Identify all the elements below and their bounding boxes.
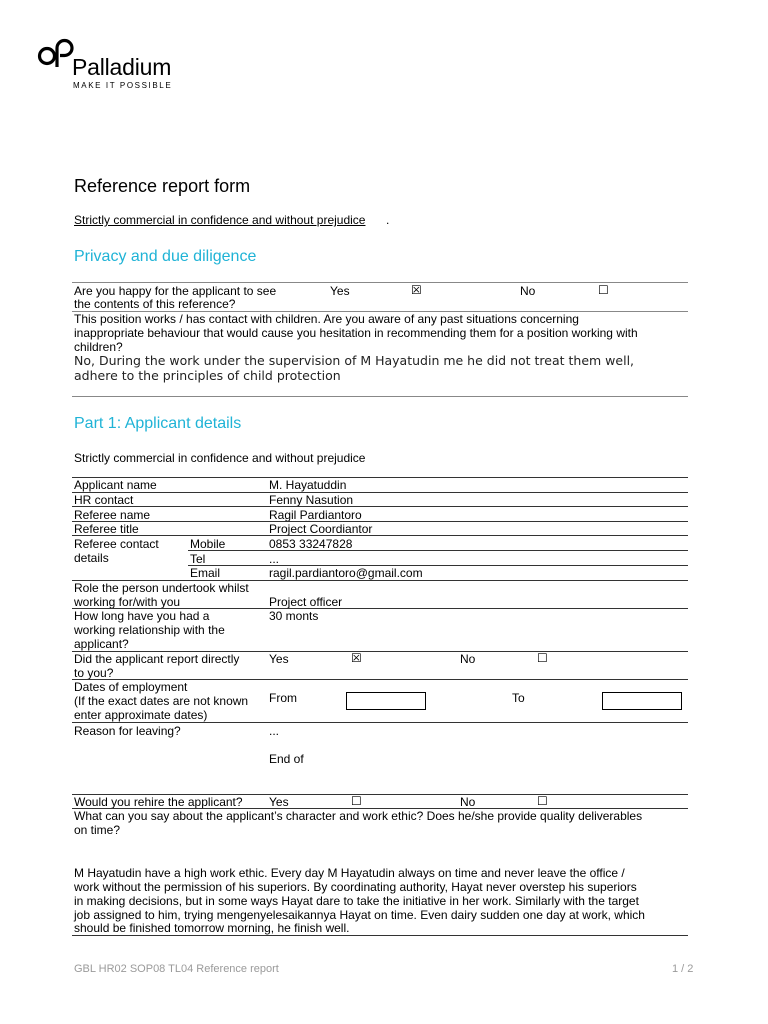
- email-value[interactable]: ragil.pardiantoro@gmail.com: [269, 566, 423, 580]
- period: .: [386, 213, 390, 227]
- footer-page-number: 1 / 2: [672, 963, 694, 975]
- brand-tagline: MAKE IT POSSIBLE: [73, 81, 173, 90]
- applicant-name-value[interactable]: M. Hayatuddin: [269, 478, 347, 492]
- from-label: From: [269, 691, 297, 705]
- referee-contact-label: Referee contact: [74, 537, 159, 551]
- footer-doc-ref: GBL HR02 SOP08 TL04 Reference report: [74, 963, 279, 975]
- privacy-yes-checkbox[interactable]: ☒: [411, 283, 422, 297]
- part1-heading: Part 1: Applicant details: [74, 415, 242, 432]
- privacy-q2-line2: inappropriate behaviour that would cause you hesitation in recommending them for a position working with: [74, 326, 638, 340]
- character-answer-1[interactable]: M Hayatudin have a high work ethic. Every day M Hayatudin always on time and never leave the office /: [74, 866, 625, 880]
- divider: [72, 722, 688, 723]
- divider: [72, 535, 688, 536]
- confidential-note: Strictly commercial in confidence and without prejudice: [74, 213, 366, 227]
- role-value[interactable]: Project officer: [269, 595, 343, 609]
- divider: [72, 935, 688, 936]
- character-answer-5[interactable]: should be finished tomorrow morning, he finish well.: [74, 921, 350, 935]
- privacy-no-checkbox[interactable]: ☐: [598, 283, 609, 297]
- character-question: What can you say about the applicant’s character and work ethic? Does he/she provide quality deliverables: [74, 809, 643, 823]
- howlong-label-2: working relationship with the: [74, 623, 225, 637]
- from-date-input[interactable]: [346, 692, 426, 710]
- privacy-no-label: No: [520, 284, 536, 298]
- divider: [72, 282, 688, 283]
- rehire-no-checkbox[interactable]: ☐: [537, 794, 548, 808]
- role-label-2: working for/with you: [74, 595, 181, 609]
- referee-name-label: Referee name: [74, 508, 151, 522]
- divider: [72, 477, 688, 478]
- privacy-q1-line2: the contents of this reference?: [74, 297, 236, 311]
- howlong-label: How long have you had a: [74, 609, 210, 623]
- palladium-logo-icon: [36, 36, 74, 70]
- rehire-no-label: No: [460, 795, 476, 809]
- privacy-q1-line1: Are you happy for the applicant to see: [74, 284, 277, 298]
- privacy-answer-line2[interactable]: adhere to the principles of child protection: [74, 368, 341, 383]
- reason-label: Reason for leaving?: [74, 724, 181, 738]
- howlong-label-3: applicant?: [74, 637, 129, 651]
- character-question-2: on time?: [74, 823, 121, 837]
- tel-label: Tel: [190, 552, 206, 566]
- hr-contact-value[interactable]: Fenny Nasution: [269, 493, 354, 507]
- dates-label-3: enter approximate dates): [74, 708, 208, 722]
- reason-value-1[interactable]: ...: [269, 724, 280, 738]
- privacy-q2-line1: This position works / has contact with children. Are you aware of any past situations concerning: [74, 312, 579, 326]
- report-no-label: No: [460, 652, 476, 666]
- character-answer-3[interactable]: in making decisions, but in some ways Hayat dare to take the initiative in her work. Similarly with the target: [74, 894, 639, 908]
- referee-title-label: Referee title: [74, 522, 139, 536]
- part1-note: Strictly commercial in confidence and without prejudice: [74, 451, 366, 465]
- divider: [188, 565, 688, 566]
- character-answer-4[interactable]: job assigned to him, trying mengenyelesaikannya Hayat on time. Even dairy sudden one day at work, which: [74, 908, 645, 922]
- privacy-yes-label: Yes: [330, 284, 350, 298]
- tel-value[interactable]: ...: [269, 552, 280, 566]
- privacy-answer-line1[interactable]: No, During the work under the supervision of M Hayatudin me he did not treat them well,: [74, 353, 635, 368]
- to-date-input[interactable]: [602, 692, 682, 710]
- report-yes-checkbox[interactable]: ☒: [351, 651, 362, 665]
- rehire-yes-label: Yes: [269, 795, 289, 809]
- character-answer-2[interactable]: work without the permission of his superiors. By coordinating authority, Hayat never overstep his superiors: [74, 880, 637, 894]
- brand-name: Palladium: [72, 54, 172, 80]
- divider: [72, 492, 688, 493]
- to-label: To: [512, 691, 525, 705]
- report-no-checkbox[interactable]: ☐: [537, 651, 548, 665]
- dates-label: Dates of employment: [74, 680, 188, 694]
- referee-name-value[interactable]: Ragil Pardiantoro: [269, 508, 362, 522]
- privacy-heading: Privacy and due diligence: [74, 248, 257, 265]
- report-yes-label: Yes: [269, 652, 289, 666]
- privacy-q2-line3: children?: [74, 340, 123, 354]
- role-label: Role the person undertook whilst: [74, 581, 249, 595]
- divider: [72, 521, 688, 522]
- dates-label-2: (If the exact dates are not known: [74, 694, 249, 708]
- howlong-value[interactable]: 30 monts: [269, 609, 319, 623]
- divider: [188, 550, 688, 551]
- reason-value-2[interactable]: End of: [269, 752, 304, 766]
- rehire-yes-checkbox[interactable]: ☐: [351, 794, 362, 808]
- referee-title-value[interactable]: Project Coordiantor: [269, 522, 373, 536]
- mobile-value[interactable]: 0853 33247828: [269, 537, 353, 551]
- divider: [72, 396, 688, 397]
- mobile-label: Mobile: [190, 537, 226, 551]
- report-directly-label: Did the applicant report directly: [74, 652, 240, 666]
- page-title: Reference report form: [74, 176, 251, 196]
- divider: [72, 506, 688, 507]
- applicant-name-label: Applicant name: [74, 478, 157, 492]
- referee-contact-label-2: details: [74, 551, 109, 565]
- rehire-label: Would you rehire the applicant?: [74, 795, 243, 809]
- email-label: Email: [190, 566, 221, 580]
- report-directly-label-2: to you?: [74, 666, 114, 680]
- hr-contact-label: HR contact: [74, 493, 134, 507]
